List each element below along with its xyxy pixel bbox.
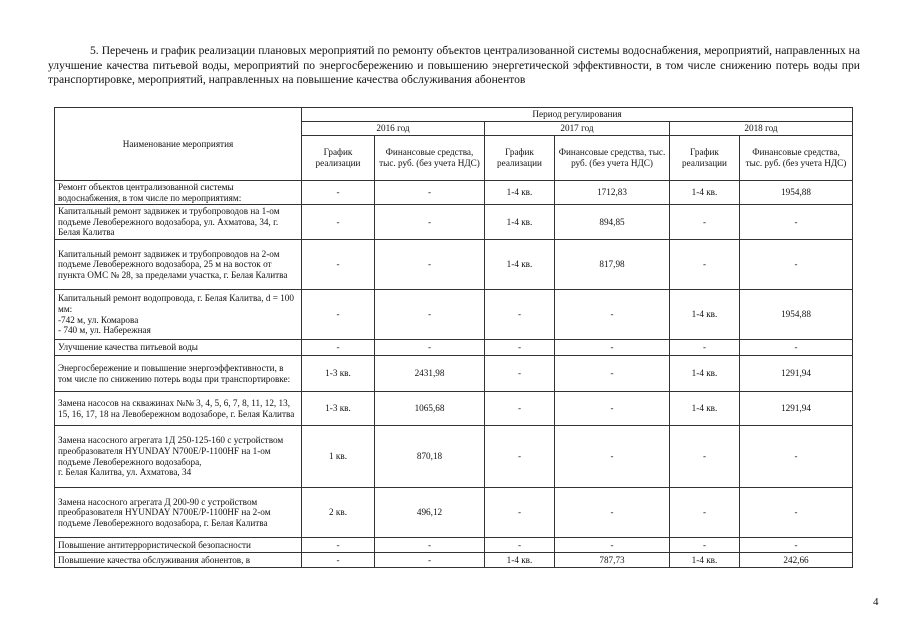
- finance-cell: 496,12: [375, 488, 485, 538]
- finance-cell: -: [375, 181, 485, 205]
- year-header-2016: 2016 год: [302, 122, 485, 136]
- table-row: [55, 290, 853, 340]
- finance-cell: -: [375, 538, 485, 553]
- schedule-cell: 1-3 кв.: [302, 356, 375, 392]
- table-row: [55, 392, 853, 426]
- schedule-cell: 1-4 кв.: [485, 240, 555, 290]
- measure-name: Повышение антитеррористической безопасности: [55, 538, 302, 553]
- year-header-2018: 2018 год: [670, 122, 853, 136]
- table-row: [55, 553, 853, 568]
- schedule-cell: -: [302, 553, 375, 568]
- table-row: [55, 488, 853, 538]
- finance-cell: 817,98: [555, 240, 670, 290]
- measure-name: Капитальный ремонт задвижек и трубопроводов на 1-ом подъеме Левобережного водозабора, ул. Ахматова, 34, г. Белая Калитва: [55, 205, 302, 240]
- finance-cell: 870,18: [375, 426, 485, 488]
- finance-cell: 242,66: [740, 553, 853, 568]
- schedule-cell: 1-3 кв.: [302, 392, 375, 426]
- schedule-cell: -: [485, 538, 555, 553]
- schedule-cell: -: [670, 240, 740, 290]
- schedule-cell: -: [485, 356, 555, 392]
- subheader-schedule: График реализации: [302, 136, 375, 181]
- measures-table: [54, 107, 853, 568]
- schedule-cell: -: [485, 290, 555, 340]
- table-row: [55, 240, 853, 290]
- schedule-cell: -: [670, 205, 740, 240]
- column-header-name: Наименование мероприятия: [55, 108, 302, 181]
- finance-cell: 894,85: [555, 205, 670, 240]
- schedule-cell: -: [485, 426, 555, 488]
- schedule-cell: 1 кв.: [302, 426, 375, 488]
- finance-cell: -: [375, 205, 485, 240]
- measure-name: Замена насосного агрегата Д 200-90 с устройством преобразователя HYUNDAY N700E/P-1100HF на 2-ом подъеме Левобережного водозабора, г. Белая Калитва: [55, 488, 302, 538]
- subheader-schedule: График реализации: [670, 136, 740, 181]
- finance-cell: -: [555, 340, 670, 356]
- schedule-cell: -: [302, 538, 375, 553]
- schedule-cell: -: [670, 426, 740, 488]
- finance-cell: 2431,98: [375, 356, 485, 392]
- measure-name: Ремонт объектов централизованной системы водоснабжения, в том числе по мероприятиям:: [55, 181, 302, 205]
- table-row: [55, 340, 853, 356]
- finance-cell: -: [375, 340, 485, 356]
- measure-name: Энергосбережение и повышение энергоэффективности, в том числе по снижению потерь воды при транспортировке:: [55, 356, 302, 392]
- column-header-period: Период регулирования: [302, 108, 853, 122]
- schedule-cell: -: [485, 392, 555, 426]
- finance-cell: -: [555, 290, 670, 340]
- schedule-cell: -: [302, 181, 375, 205]
- schedule-cell: -: [302, 290, 375, 340]
- schedule-cell: -: [485, 340, 555, 356]
- schedule-cell: -: [670, 538, 740, 553]
- schedule-cell: 1-4 кв.: [485, 205, 555, 240]
- finance-cell: 787,73: [555, 553, 670, 568]
- schedule-cell: 1-4 кв.: [670, 392, 740, 426]
- table-row: [55, 205, 853, 240]
- finance-cell: 1712,83: [555, 181, 670, 205]
- table-row: [55, 426, 853, 488]
- schedule-cell: 1-4 кв.: [485, 181, 555, 205]
- schedule-cell: -: [302, 205, 375, 240]
- measure-name: Повышение качества обслуживания абонентов, в: [55, 553, 302, 568]
- finance-cell: -: [740, 538, 853, 553]
- table-body: [55, 181, 853, 568]
- schedule-cell: -: [670, 488, 740, 538]
- section-heading: 5. Перечень и график реализации плановых мероприятий по ремонту объектов централизованной системы водоснабжения, мероприятий, направленных на улучшение качества питьевой воды, мероприятий по энергосбережению и повышению энергетической эффективности, в том числе снижению потерь воды при транспортировке, мероприятий, направленных на повышение качества обслуживания абонентов: [48, 44, 860, 86]
- finance-cell: -: [740, 488, 853, 538]
- finance-cell: -: [740, 426, 853, 488]
- finance-cell: 1954,88: [740, 290, 853, 340]
- schedule-cell: 2 кв.: [302, 488, 375, 538]
- schedule-cell: -: [670, 340, 740, 356]
- subheader-finance: Финансовые средства, тыс. руб. (без учета НДС): [375, 136, 485, 181]
- schedule-cell: 1-4 кв.: [485, 553, 555, 568]
- schedule-cell: -: [302, 340, 375, 356]
- measure-name: Замена насосного агрегата 1Д 250-125-160 с устройством преобразователя HYUNDAY N700E/P-1100HF на 1-ом подъеме Левобережного водозабора, г. Белая Калитва, ул. Ахматова, 34: [55, 426, 302, 488]
- table-row: [55, 181, 853, 205]
- measure-name: Капитальный ремонт задвижек и трубопроводов на 2-ом подъеме Левобережного водозабора, 25 м на восток от пункта ОМС № 28, за пределами участка, г. Белая Калитва: [55, 240, 302, 290]
- subheader-schedule: График реализации: [485, 136, 555, 181]
- table-row: [55, 356, 853, 392]
- finance-cell: -: [375, 240, 485, 290]
- year-header-2017: 2017 год: [485, 122, 670, 136]
- finance-cell: 1291,94: [740, 356, 853, 392]
- finance-cell: -: [375, 290, 485, 340]
- finance-cell: 1291,94: [740, 392, 853, 426]
- schedule-cell: -: [302, 240, 375, 290]
- finance-cell: -: [555, 356, 670, 392]
- page-number: 4: [873, 596, 879, 608]
- measure-name: Замена насосов на скважинах №№ 3, 4, 5, 6, 7, 8, 11, 12, 13, 15, 16, 17, 18 на Левобережном водозаборе, г. Белая Калитва: [55, 392, 302, 426]
- measure-name: Улучшение качества питьевой воды: [55, 340, 302, 356]
- measure-name: Капитальный ремонт водопровода, г. Белая Калитва, d = 100 мм: -742 м, ул. Комарова - 740 м, ул. Набережная: [55, 290, 302, 340]
- finance-cell: 1065,68: [375, 392, 485, 426]
- finance-cell: -: [555, 392, 670, 426]
- subheader-finance: Финансовые средства, тыс. руб. (без учета НДС): [740, 136, 853, 181]
- schedule-cell: 1-4 кв.: [670, 181, 740, 205]
- finance-cell: -: [555, 538, 670, 553]
- subheader-finance: Финансовые средства, тыс. руб. (без учета НДС): [555, 136, 670, 181]
- finance-cell: -: [375, 553, 485, 568]
- finance-cell: -: [740, 340, 853, 356]
- finance-cell: -: [555, 426, 670, 488]
- finance-cell: 1954,88: [740, 181, 853, 205]
- schedule-cell: 1-4 кв.: [670, 356, 740, 392]
- finance-cell: -: [740, 205, 853, 240]
- table-row: [55, 538, 853, 553]
- schedule-cell: 1-4 кв.: [670, 553, 740, 568]
- finance-cell: -: [555, 488, 670, 538]
- schedule-cell: -: [485, 488, 555, 538]
- schedule-cell: 1-4 кв.: [670, 290, 740, 340]
- finance-cell: -: [740, 240, 853, 290]
